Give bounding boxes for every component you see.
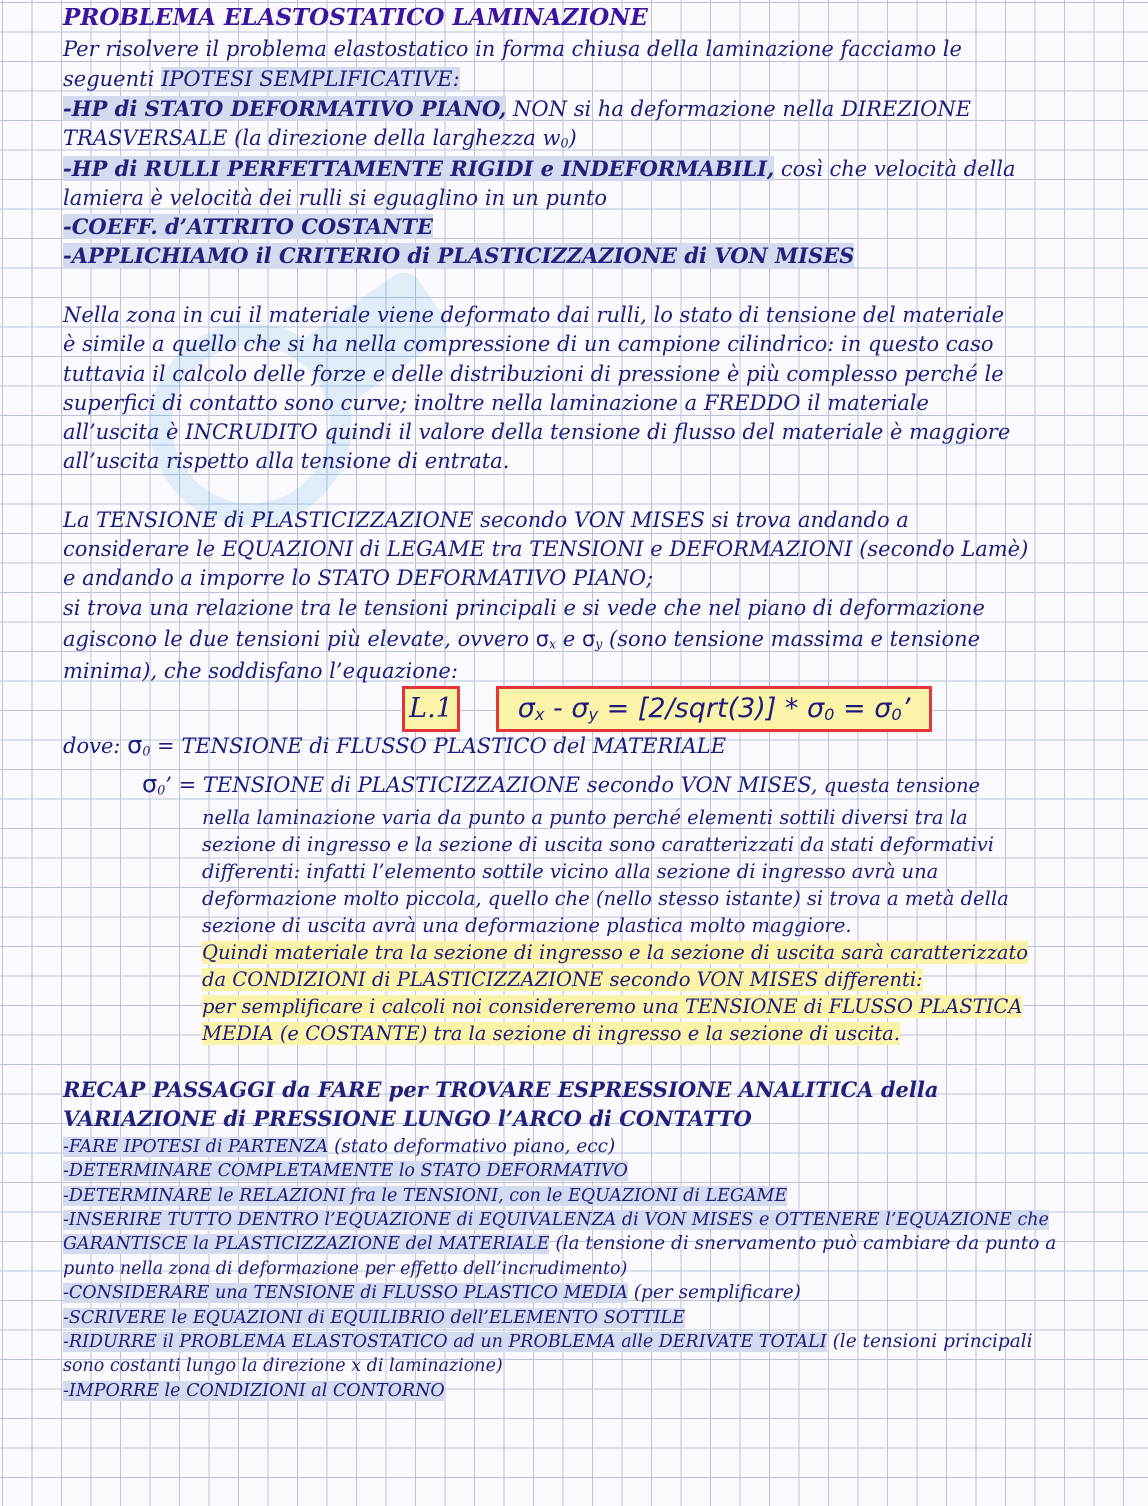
- detail-line-5: sezione di uscita avrà una deformazione plastica molto maggiore.: [202, 914, 852, 937]
- paragraph-2-line-2: considerare le EQUAZIONI di LEGAME tra TENSIONI e DEFORMAZIONI (secondo Lamè): [63, 537, 1029, 561]
- paragraph-2-line-5: agiscono le due tensioni più elevate, ovvero $\sigma_x$ e $\sigma_y$ (sono tensione massima e tensione: [63, 627, 981, 652]
- equation-label: L.1: [409, 693, 453, 724]
- highlighted-line-4: MEDIA (e COSTANTE) tra la sezione di ingresso e la sezione di uscita.: [202, 1022, 900, 1045]
- paragraph-2-line-4: si trova una relazione tra le tensioni principali e si vede che nel piano di deformazione: [63, 596, 985, 620]
- page-title: PROBLEMA ELASTOSTATICO LAMINAZIONE: [63, 4, 648, 31]
- hypothesis-1: -HP di STATO DEFORMATIVO PIANO, NON si ha deformazione nella DIREZIONE: [63, 96, 972, 121]
- paragraph-2-line-1: La TENSIONE di PLASTICIZZAZIONE secondo VON MISES si trova andando a: [63, 508, 909, 532]
- intro-line-2: seguenti IPOTESI SEMPLIFICATIVE:: [63, 67, 460, 91]
- recap-step-7: -RIDURRE il PROBLEMA ELASTOSTATICO ad un PROBLEMA alle DERIVATE TOTALI (le tensioni principali: [63, 1331, 1033, 1352]
- recap-step-8: -IMPORRE le CONDIZIONI al CONTORNO: [63, 1381, 445, 1401]
- recap-step-6: -SCRIVERE le EQUAZIONI di EQUILIBRIO dell’ELEMENTO SOTTILE: [63, 1308, 685, 1328]
- highlighted-line-2: da CONDIZIONI di PLASTICIZZAZIONE secondo VON MISES differenti:: [202, 968, 923, 991]
- hypothesis-2-continued: lamiera è velocità dei rulli si eguaglino in un punto: [63, 186, 608, 210]
- detail-line-4: deformazione molto piccola, quello che (nello stesso istante) si trova a metà della: [202, 887, 1009, 910]
- recap-step-7-note: sono costanti lungo la direzione x di laminazione): [63, 1356, 503, 1376]
- detail-line-1: nella laminazione varia da punto a punto perché elementi sottili diversi tra la: [202, 806, 968, 829]
- equation-box: $\sigma_x - \sigma_y$ = [2/sqrt(3)] * $\sigma_0 = \sigma_0$’: [496, 686, 932, 732]
- highlighted-line-1: Quindi materiale tra la sezione di ingresso e la sezione di uscita sarà caratterizzato: [202, 941, 1029, 964]
- recap-step-4-note: punto nella zona di deformazione per effetto dell’incrudimento): [63, 1259, 628, 1279]
- recap-step-1: -FARE IPOTESI di PARTENZA (stato deformativo piano, ecc): [63, 1136, 616, 1157]
- paragraph-1-line-6: all’uscita rispetto alla tensione di entrata.: [63, 449, 510, 473]
- recap-step-2: -DETERMINARE COMPLETAMENTE lo STATO DEFORMATIVO: [63, 1161, 628, 1181]
- paragraph-2-line-3: e andando a imporre lo STATO DEFORMATIVO PIANO;: [63, 566, 654, 590]
- recap-step-3: -DETERMINARE le RELAZIONI fra le TENSIONI, con le EQUAZIONI di LEGAME: [63, 1186, 788, 1206]
- recap-step-5: -CONSIDERARE una TENSIONE di FLUSSO PLASTICO MEDIA (per semplificare): [63, 1282, 801, 1303]
- detail-line-2: sezione di ingresso e la sezione di uscita sono caratterizzati da stati deformativi: [202, 833, 995, 856]
- highlighted-line-3: per semplificare i calcoli noi considereremo una TENSIONE di FLUSSO PLASTICA: [202, 995, 1023, 1018]
- recap-title-2: VARIAZIONE di PRESSIONE LUNGO l’ARCO di CONTATTO: [63, 1106, 752, 1131]
- paragraph-1-line-4: superfici di contatto sono curve; inoltre nella laminazione a FREDDO il materiale: [63, 391, 929, 415]
- hypothesis-4: -APPLICHIAMO il CRITERIO di PLASTICIZZAZIONE di VON MISES: [63, 243, 855, 268]
- hypothesis-3: -COEFF. d’ATTRITO COSTANTE: [63, 214, 433, 239]
- recap-step-4-continued: GARANTISCE la PLASTICIZZAZIONE del MATERIALE (la tensione di snervamento può cambiare da punto a: [63, 1233, 1057, 1254]
- paragraph-2-line-6: minima), che soddisfano l’equazione:: [63, 659, 458, 683]
- equation-label-box: [402, 686, 460, 732]
- detail-line-3: differenti: infatti l’elemento sottile vicino alla sezione di ingresso avrà una: [202, 860, 939, 883]
- recap-step-4: -INSERIRE TUTTO DENTRO l’EQUAZIONE di EQUIVALENZA di VON MISES e OTTENERE l’EQUAZIONE che: [63, 1210, 1049, 1230]
- paragraph-1-line-1: Nella zona in cui il materiale viene deformato dai rulli, lo stato di tensione del materiale: [63, 303, 1005, 327]
- paragraph-1-line-5: all’uscita è INCRUDITO quindi il valore della tensione di flusso del materiale è maggiore: [63, 420, 1011, 444]
- hypothesis-1-continued: TRASVERSALE (la direzione della larghezza $w_0$): [63, 126, 577, 151]
- intro-line-1: Per risolvere il problema elastostatico in forma chiusa della laminazione facciamo le: [63, 37, 962, 61]
- paragraph-1-line-3: tuttavia il calcolo delle forze e delle distribuzioni di pressione è più complesso perché le: [63, 362, 1004, 386]
- paragraph-1-line-2: è simile a quello che si ha nella compressione di un campione cilindrico: in questo caso: [63, 332, 994, 356]
- definition-sigma-0: dove: $\sigma_0$ = TENSIONE di FLUSSO PLASTICO del MATERIALE: [63, 731, 727, 759]
- hypothesis-2: -HP di RULLI PERFETTAMENTE RIGIDI e INDEFORMABILI, così che velocità della: [63, 156, 1016, 181]
- recap-title-1: RECAP PASSAGGI da FARE per TROVARE ESPRESSIONE ANALITICA della: [63, 1077, 939, 1102]
- definition-sigma-0-prime: $\sigma_0$’ = TENSIONE di PLASTICIZZAZIONE secondo VON MISES, questa tensione: [142, 770, 981, 798]
